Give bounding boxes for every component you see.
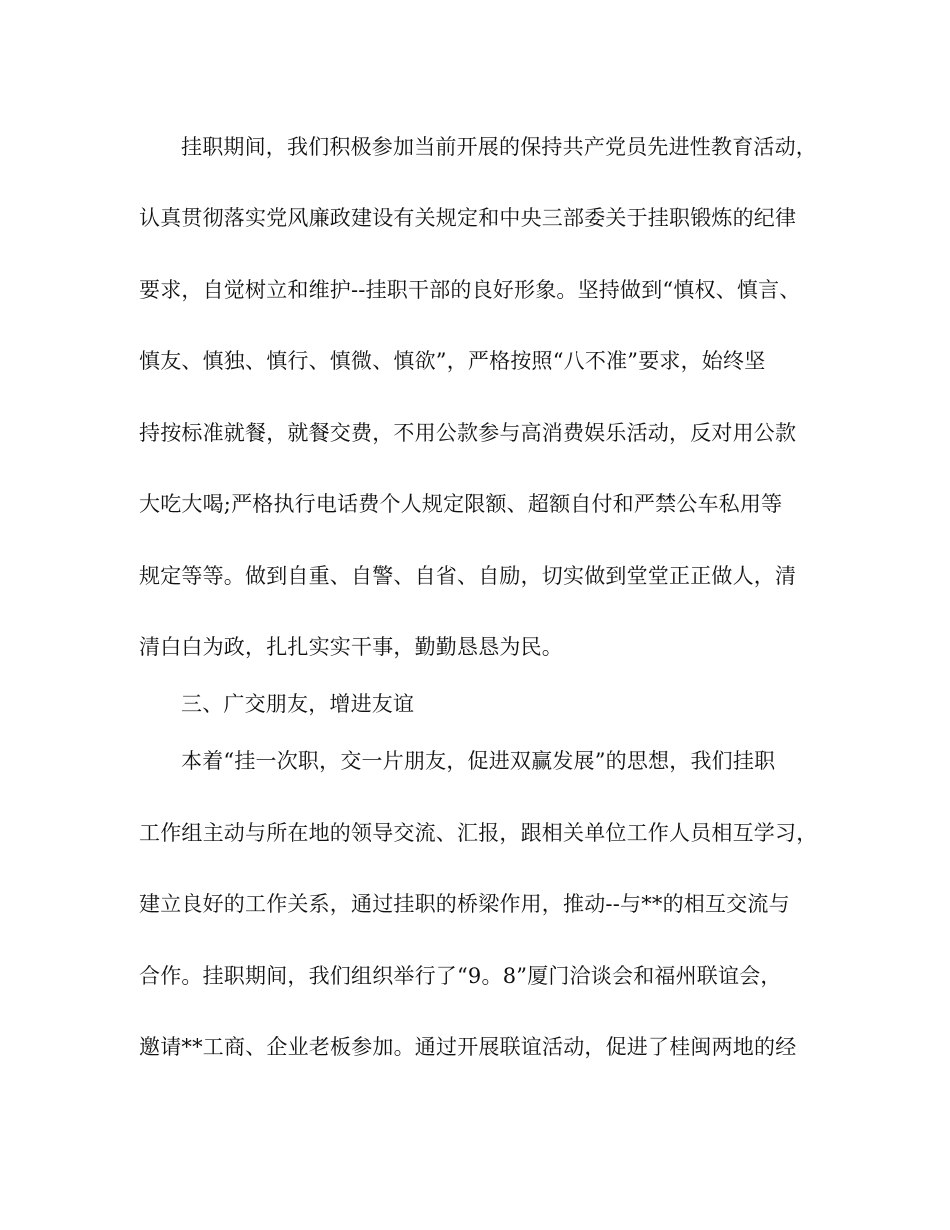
paragraph-line: 邀请**工商、企业老板参加。通过开展联谊活动，促进了桂闽两地的经 <box>139 1035 797 1059</box>
paragraph-line: 挂职期间，我们积极参加当前开展的保持共产党员先进性教育活动， <box>181 135 817 159</box>
paragraph-line: 大吃大喝;严格执行电话费个人规定限额、超额自付和严禁公车私用等 <box>139 492 783 516</box>
section-heading: 三、广交朋友，增进友谊 <box>181 692 415 716</box>
paragraph-line: 慎友、慎独、慎行、慎微、慎欲”，严格按照“八不准”要求，始终坚 <box>139 349 766 373</box>
paragraph-line: 建立良好的工作关系，通过挂职的桥梁作用，推动--与**的相互交流与 <box>139 892 790 916</box>
paragraph-line: 持按标准就餐，就餐交费，不用公款参与高消费娱乐活动，反对用公款 <box>139 421 797 445</box>
paragraph-line: 认真贯彻落实党风廉政建设有关规定和中央三部委关于挂职锻炼的纪律 <box>139 206 797 230</box>
paragraph-line: 清白白为政，扎扎实实干事，勤勤恳恳为民。 <box>139 635 563 659</box>
paragraph-line: 规定等等。做到自重、自警、自省、自励，切实做到堂堂正正做人，清 <box>139 564 797 588</box>
paragraph-line: 要求，自觉树立和维护--挂职干部的良好形象。坚持做到“慎权、慎言、 <box>139 278 801 302</box>
paragraph-line: 合作。挂职期间，我们组织举行了“9。8”厦门洽谈会和福州联谊会， <box>139 964 782 988</box>
paragraph-line: 本着“挂一次职，交一片朋友，促进双赢发展”的思想，我们挂职 <box>181 749 776 773</box>
paragraph-line: 工作组主动与所在地的领导交流、汇报，跟相关单位工作人员相互学习， <box>139 821 818 845</box>
